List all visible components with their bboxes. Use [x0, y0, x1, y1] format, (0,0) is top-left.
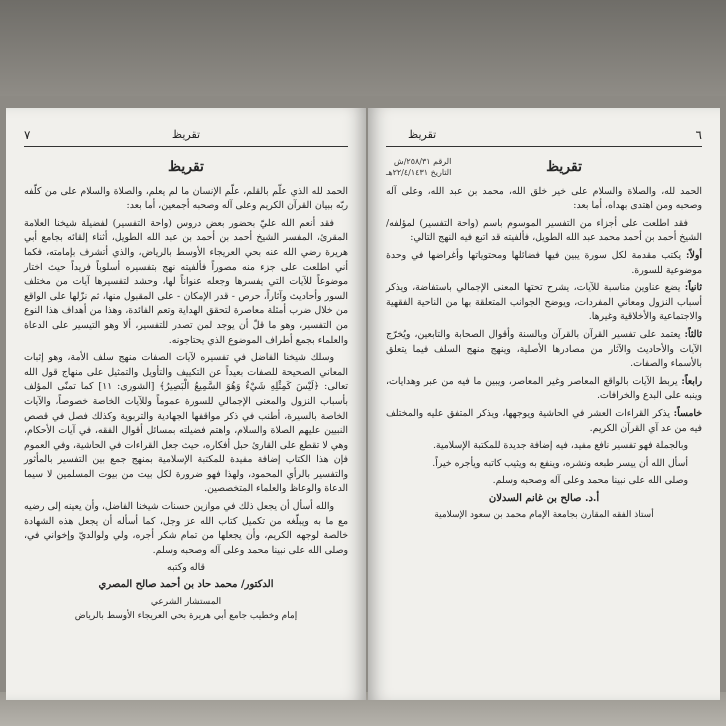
right-salutation: وصلى الله على نبينا محمد وعلى آله وصحبه وسلم. — [492, 475, 688, 487]
reference-number: الرقم ٢٥٨/٣١/ش — [393, 157, 452, 166]
left-signature-role: إمام وخطيب جامع أبي هريرة بحي العريجاء الأوسط بالرياض — [74, 611, 298, 622]
left-page-body — [24, 156, 348, 690]
point-label: خامساً: — [673, 407, 702, 419]
point-item — [386, 281, 702, 325]
left-paragraph-4: والله أسأل أن يجعل ذلك في موازين حسنات شيخنا الفاضل، وأن يعينه إلى رضيه مع ما به ويبلّغه من تكميل كتاب الله عز وجل، كما أسأله أن يجعل هذه الشهادة خالصة لوجهه الكريم، وأن يجعلها من تمام شكر أجره، ولي ولوالديّ وإخواني في، وصلى الله على نبينا محمد وعلى آله وصحبه وسلم. — [24, 501, 348, 556]
reference-date: التاريخ ٢٢/٤/١٤٣١هـ — [386, 168, 452, 177]
left-page-number: ٧ — [24, 128, 31, 142]
right-page-body — [386, 156, 702, 690]
point-label: رابعاً: — [681, 375, 702, 387]
point-text: يضع عناوين مناسبة للآيات، يشرح تحتها المعنى الإجمالي باستفاضة، ويذكر أسباب النزول ومعاني المفردات، ويوضح الجوانب المتعلقة بها من الناحية الفقهية والاجتماعية والأخلاقية وغيرها. — [386, 282, 702, 323]
right-page-header — [386, 128, 702, 147]
left-signature-intro: قاله وكتبه — [167, 562, 205, 574]
point-text: يعتمد على تفسير القرآن بالقرآن وبالسنة وأقوال الصحابة والتابعين، ويُخرّج الآيات والأحاديث والآثار من مصادرها الأصلية، وينهج منهج السلف فيما يتعلق بالأسماء والصفات. — [386, 328, 702, 370]
point-item — [386, 328, 702, 372]
left-page-title: تقريظ — [168, 159, 204, 175]
right-prayer: أسأل الله أن ييسر طبعه ونشره، وينفع به ويثيب كاتبه ويأجره خيراً. — [432, 457, 688, 469]
point-label: أولاً: — [686, 249, 702, 261]
reference-block — [386, 156, 451, 178]
left-signature-title: المستشار الشرعي — [150, 596, 222, 607]
point-label: ثالثاً: — [684, 328, 702, 340]
left-paragraph-2: فقد أنعم الله عليّ بحضور بعض دروس (واحة التفسير) لفضيلة شيخنا العلامة المقرئ، المفسر الشيخ أحمد بن أحمد بن عبد الله الطويل، أثناء إلقائه بجامع أبي هريرة رضي الله عنه بحي العريجاء الأوسط بالرياض، والذي أتشرف بإمامته، فكما أني اطلعت على جزء منه مصوراً فألفيته نهج بتفسيره أسلوباً فريداً حيث اختار موضوعاً للآيات التي يفسرها وجعله عنواناً لها، وحشد لتفسيرها آيات من مختلف السور وأحاديث وآثاراً، حرص - قدر الإمكان - على المقبول منها، ثم نزّلها على الواقع من خلال ضرب أمثلة معاصرة لتحقق الهداية وتعم الفائدة، وهذا من أهداف هذا النوع من التفسير، وهو ما قلّ أن يوجد لمن تصدر للتفسير، ألا وهو التيسير على الدعاة والعلماء بجمع أطراف الموضوع الذي يحتاجونه. — [24, 217, 348, 346]
point-text: يذكر القراءات العشر في الحاشية ويوجهها، ويذكر المتفق عليه والمختلف فيه من عد آي القرآن الكريم. — [386, 407, 702, 434]
right-page-number: ٦ — [695, 128, 702, 142]
left-running-header: تقريظ — [171, 128, 201, 141]
point-text: يربط الآيات بالواقع المعاصر وغير المعاصر، ويبين ما فيه من عبر وهدايات، وينبه على البدع والخرافات. — [386, 375, 702, 402]
left-page-header — [24, 128, 348, 147]
point-item — [386, 375, 702, 404]
point-label: ثانياً: — [684, 282, 702, 294]
right-closing: وبالجملة فهو تفسير نافع مفيد، فيه إضافة جديدة للمكتبة الإسلامية. — [432, 440, 688, 452]
right-page — [368, 108, 720, 700]
right-signature-name: أ.د. صالح بن غانم السدلان — [488, 492, 600, 504]
right-paragraph-2: فقد اطلعت على أجزاء من التفسير الموسوم باسم (واحة التفسير) لمؤلفه/ الشيخ أحمد بن أحمد محمد عبد الله الطويل، فألفيته قد اتبع فيه النهج التالي: — [386, 217, 702, 244]
right-running-header: تقريظ — [408, 128, 437, 141]
left-paragraph-1: الحمد لله الذي علّم بالقلم، علّم الإنسان ما لم يعلم، والصلاة والسلام على من كلّفه ربّه ببيان القرآن الكريم وعلى آله وصحبه أجمعين، أما بعد: — [24, 185, 348, 212]
left-paragraph-3: وسلك شيخنا الفاضل في تفسيره لآيات الصفات منهج سلف الأمة، وهو إثبات المعاني الصحيحة للصفات بعيداً عن التكييف والتأويل والتمثيل على منهاج قول الله تعالى: ﴿لَيْسَ كَمِثْلِهِ شَيْءٌ وَهُوَ السَّمِيعُ الْبَصِيرُ﴾ [الشورى: ١١] كما تمنّى المؤلف بأسباب النزول والمعنى الإجمالي للسورة عموماً وللآيات الخاصة خصوصاً، والآيات الخاصة بالسيرة، أطنب في ذكر مواقفها الجهادية والتربوية وكذلك فصل في قصص النبيين عليهم الصلاة والسلام، واهتم فضيلته بمسائل أقوال الفقه، في آيات الأحكام، وهي لا تقطع على القارئ حبل أفكاره، حيث جعل القراءات في الحاشية، وفي العموم فإن هذا الكتاب إضافة مفيدة للمكتبة الإسلامية بمنهج جمع بين التفسير بالمأثور والتفسير بالرأي المحمود، ولهذا فهو ضرورة لكل بيت من بيوت المسلمين لا سيما الدعاة والوعاظ والعلماء المتخصصين. — [24, 352, 349, 495]
right-page-title: تقريظ — [546, 159, 582, 175]
point-text: يكتب مقدمة لكل سورة يبين فيها فضائلها ومحتوياتها وأغراضها في وحدة موضوعية للسورة. — [386, 249, 702, 276]
left-signature-name: الدكتور/ محمد حاد بن أحمد صالح المصري — [98, 579, 274, 591]
point-item — [386, 249, 702, 278]
point-item — [386, 407, 702, 436]
right-signature-title: أستاذ الفقه المقارن بجامعة الإمام محمد بن سعود الإسلامية — [434, 510, 654, 521]
left-page — [6, 108, 366, 700]
right-intro: الحمد لله، والصلاة والسلام على خير خلق الله، محمد بن عبد الله، وعلى آله وصحبه ومن اهتدى بهداه، أما بعد: — [386, 185, 702, 212]
background-top — [0, 0, 726, 96]
